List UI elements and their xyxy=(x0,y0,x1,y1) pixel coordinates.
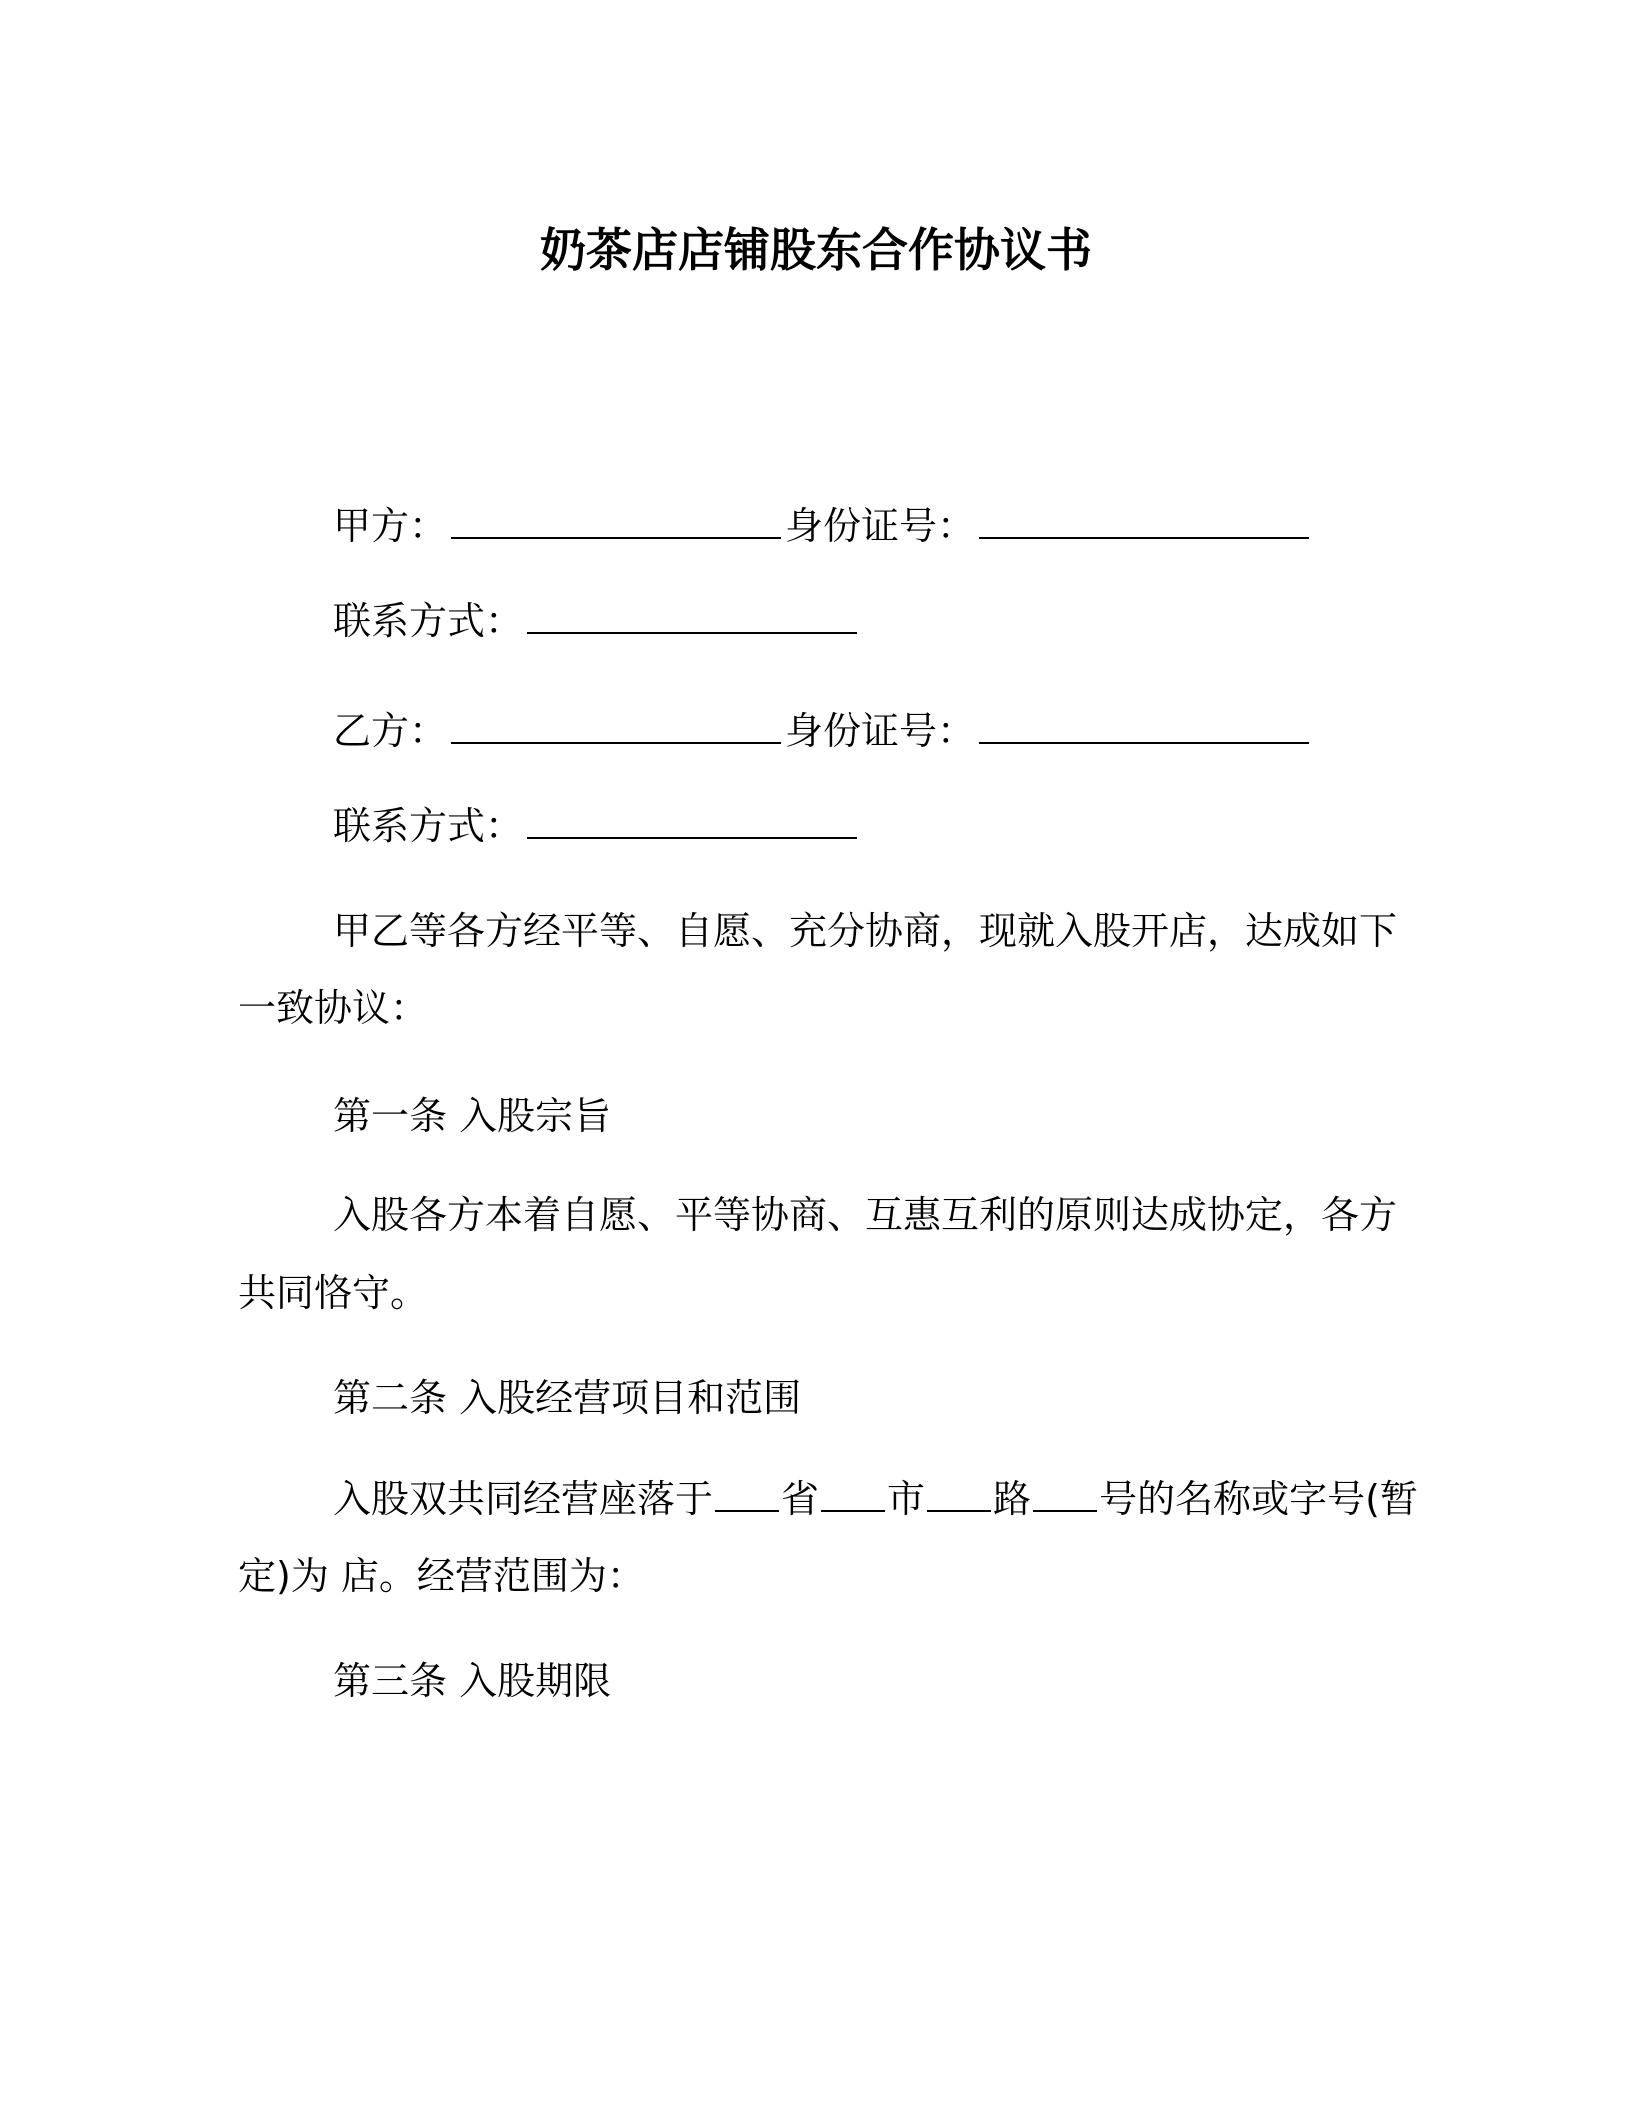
party-b-contact-blank xyxy=(527,836,857,839)
article-2-line-2: 定)为 店。经营范围为： xyxy=(238,1554,645,1598)
number-blank xyxy=(1033,1509,1097,1512)
article-1-line-2: 共同恪守。 xyxy=(238,1271,429,1315)
article-1-line-1: 入股各方本着自愿、平等协商、互惠互利的原则达成协定，各方 xyxy=(333,1193,1398,1237)
article-2-text-city: 市 xyxy=(887,1477,926,1521)
article-2-text-location: 入股双共同经营座落于 xyxy=(333,1477,714,1521)
article-2-text-road: 路 xyxy=(993,1477,1032,1521)
preamble-line-2: 一致协议： xyxy=(238,986,429,1030)
province-blank xyxy=(715,1509,779,1512)
party-b-line xyxy=(333,703,1313,759)
article-1-heading: 第一条 入股宗旨 xyxy=(333,1094,612,1138)
party-b-id-label: 身份证号： xyxy=(785,709,976,753)
preamble-line-1: 甲乙等各方经平等、自愿、充分协商，现就入股开店，达成如下 xyxy=(333,909,1398,953)
party-a-id-label: 身份证号： xyxy=(785,504,976,548)
party-a-contact-line xyxy=(333,593,861,649)
party-a-label: 甲方： xyxy=(333,504,448,548)
article-2-text-number: 号的名称或字号(暂 xyxy=(1099,1477,1418,1521)
party-a-line xyxy=(333,498,1313,554)
article-3-heading: 第三条 入股期限 xyxy=(333,1659,612,1703)
city-blank xyxy=(821,1509,885,1512)
road-blank xyxy=(927,1509,991,1512)
party-a-contact-label: 联系方式： xyxy=(333,599,524,643)
party-b-name-blank xyxy=(451,741,781,744)
party-a-id-blank xyxy=(979,536,1309,539)
article-2-text-province: 省 xyxy=(781,1477,820,1521)
party-b-label: 乙方： xyxy=(333,709,448,753)
party-b-contact-label: 联系方式： xyxy=(333,804,524,848)
article-2-heading: 第二条 入股经营项目和范围 xyxy=(333,1376,802,1420)
party-a-contact-blank xyxy=(527,631,857,634)
party-a-name-blank xyxy=(451,536,781,539)
party-b-id-blank xyxy=(979,741,1309,744)
article-2-line-1 xyxy=(333,1471,1418,1527)
document-title: 奶茶店店铺股东合作协议书 xyxy=(540,223,1092,277)
party-b-contact-line xyxy=(333,798,861,854)
